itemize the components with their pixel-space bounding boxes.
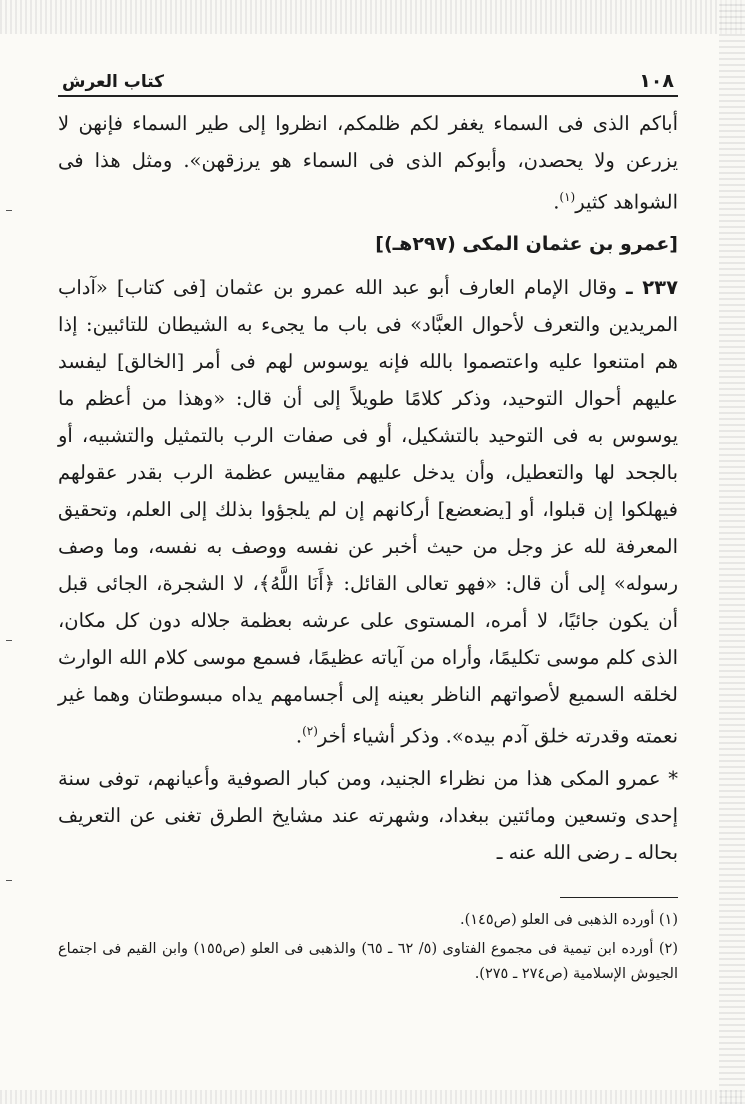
entry-number: ٢٣٧ ـ <box>625 275 678 299</box>
page-edge-right <box>719 0 745 1104</box>
page-edge-top <box>0 0 745 34</box>
section-heading: [عمرو بن عثمان المكى (٢٩٧هـ)] <box>375 232 678 255</box>
paragraph <box>58 269 678 755</box>
book-title: كتاب العرش <box>62 72 165 92</box>
paragraph-text: * عمرو المكى هذا من نظراء الجنيد، ومن كبار الصوفية وأعيانهم، توفى سنة إحدى وتسعين ومائتين ببغداد، وشهرته عند مشايخ الطرق تغنى عن التعريف بحاله ـ رضى الله عنه ـ <box>58 767 678 864</box>
paragraph <box>58 105 678 221</box>
book-page <box>58 58 678 1098</box>
margin-mark <box>6 640 12 641</box>
footnote-ref: (٢) <box>302 723 318 738</box>
footnote: (١) أورده الذهبى فى العلو (ص١٤٥). <box>459 912 678 928</box>
footnote-separator <box>560 897 678 898</box>
paragraph-end: . <box>295 724 303 747</box>
margin-mark <box>6 880 12 881</box>
margin-mark <box>6 210 12 211</box>
main-text <box>58 105 678 871</box>
paragraph-end: . <box>553 190 560 214</box>
paragraph-text: وقال الإمام العارف أبو عبد الله عمرو بن عثمان [فى كتاب] «آداب المريدين والتعرف لأحوال العبَّاد» فى باب ما يجىء به الشيطان للتائبين: إذا هم امتنعوا عليه واعتصموا بالله فإنه يوسوس لهم فى أمر [الخالق] ليفسد عليهم أحوال التوحيد، وذكر كلامًا طويلاً إلى أن قال: «وهذا من أعظم ما يوسوس به فى التوحيد بالتشكيل، أو فى صفات الرب بالتمثيل والتشبيه، أو بالجحد لها والتعطيل، وأن يدخل عليهم مقاييس عظمة الرب بقدر عقولهم فيهلكوا إن قبلوا، أو [يضعضع] أركانهم إن لم يلجؤوا بذلك إلى العلم، وتحقيق المعرفة لله عز وجل من حيث أخبر عن نفسه ووصف به نفسه، وما وصف رسوله» إلى أن قال: «فهو تعالى القائل: ﴿أَنَا اللَّهُ﴾، لا الشجرة، الجائى قبل أن يكون جائيًا، لا أمره، المستوى على عرشه بعظمة جلاله دون كل مكان، الذى كلم موسى تكليمًا، وأراه من آياته عظيمًا، فسمع موسى كلام الله الوارث لخلقه السميع لأصواتهم الناظر بعينه إلى أجسامهم يداه مبسوطتان وهما غير نعمته وقدرته خلق آدم بيده». وذكر أشياء أخر <box>58 275 678 747</box>
footnote: (٢) أورده ابن تيمية فى مجموع الفتاوى (٥/ ٦٢ ـ ٦٥) والذهبى فى العلو (ص١٥٥) وابن القيم فى اجتماع الجيوش الإسلامية (ص٢٧٤ ـ ٢٧٥). <box>58 941 679 982</box>
paragraph-text: أباكم الذى فى السماء يغفر لكم ظلمكم، انظروا إلى طير السماء فإنهن لا يزرعن ولا يحصدن، وأبوكم الذى فى السماء هو يرزقهن». ومثل هذا فى الشواهد كثير <box>58 112 678 214</box>
footnote-ref: (١) <box>559 190 576 204</box>
paragraph <box>58 760 678 871</box>
footnotes <box>58 908 678 987</box>
page-number: ١٠٨ <box>639 70 674 92</box>
running-header <box>58 58 678 97</box>
